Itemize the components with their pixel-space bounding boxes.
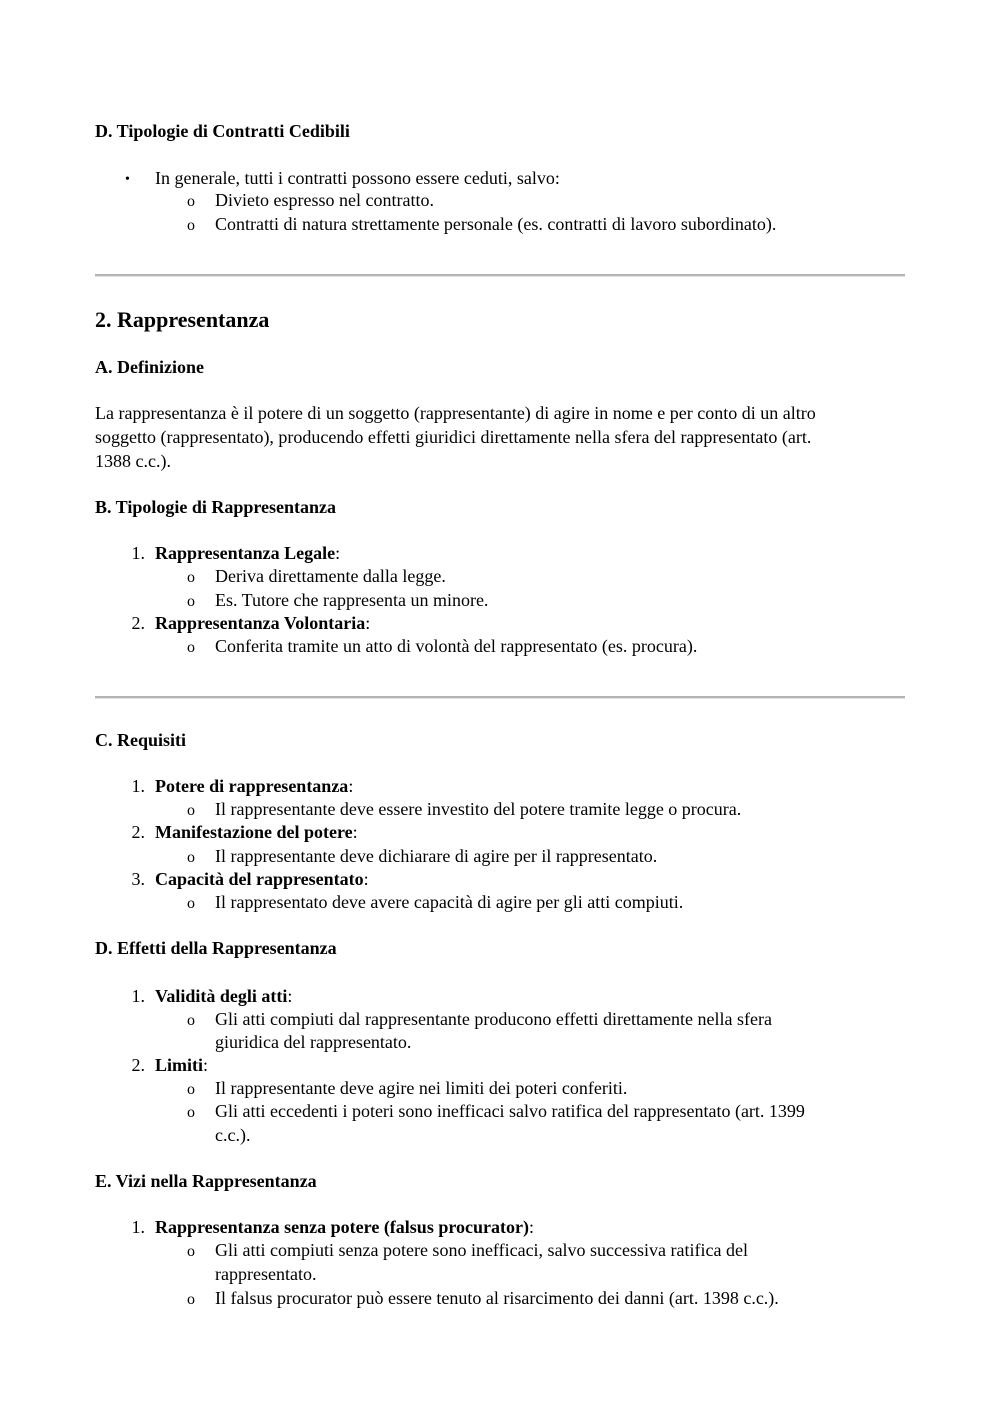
sub-bullet-marker: o — [187, 639, 195, 656]
list-item-title: Rappresentanza senza potere (falsus procurator) — [155, 1217, 529, 1237]
horizontal-rule — [95, 274, 905, 277]
sub-bullet-marker: o — [187, 1012, 195, 1029]
sub-bullet-marker: o — [187, 1291, 195, 1308]
list-item — [155, 775, 353, 798]
sub-list-item: Gli atti compiuti dal rappresentante producono effetti direttamente nella sfera — [215, 1009, 772, 1029]
colon: : — [352, 822, 358, 842]
colon: : — [528, 1217, 534, 1237]
sub-bullet-marker: o — [187, 802, 195, 819]
list-item — [155, 868, 369, 891]
sub-list-item: Gli atti compiuti senza potere sono inefficaci, salvo successiva ratifica del — [215, 1240, 748, 1260]
section-heading: D. Effetti della Rappresentanza — [95, 938, 337, 958]
sub-bullet-marker: o — [187, 569, 195, 586]
list-item — [155, 1216, 534, 1239]
colon: : — [348, 776, 354, 796]
list-item: In generale, tutti i contratti possono essere ceduti, salvo: — [155, 168, 560, 188]
sub-bullet-marker: o — [187, 217, 195, 234]
paragraph-line: 1388 c.c.). — [95, 451, 171, 471]
sub-list-item: Il rappresentante deve agire nei limiti dei poteri conferiti. — [215, 1078, 628, 1098]
sub-bullet-marker: o — [187, 193, 195, 210]
colon: : — [365, 613, 371, 633]
horizontal-rule — [95, 696, 905, 699]
sub-list-item-continuation: rappresentato. — [215, 1264, 317, 1284]
sub-list-item: Il rappresentato deve avere capacità di agire per gli atti compiuti. — [215, 892, 684, 912]
list-number: 2. — [131, 613, 145, 633]
sub-list-item: Es. Tutore che rappresenta un minore. — [215, 590, 489, 610]
sub-list-item: Gli atti eccedenti i poteri sono inefficaci salvo ratifica del rappresentato (art. 1399 — [215, 1101, 805, 1121]
list-item-title: Validità degli atti — [155, 986, 288, 1006]
sub-list-item: Il rappresentante deve essere investito del potere tramite legge o procura. — [215, 799, 742, 819]
sub-bullet-marker: o — [187, 849, 195, 866]
list-item-title: Capacità del rappresentato — [155, 869, 364, 889]
list-number: 1. — [131, 543, 145, 563]
sub-bullet-marker: o — [187, 1243, 195, 1260]
list-item — [155, 821, 358, 844]
paragraph-line: soggetto (rappresentato), producendo effetti giuridici direttamente nella sfera del rappresentato (art. — [95, 427, 812, 447]
sub-bullet-marker: o — [187, 1104, 195, 1121]
list-item-title: Limiti — [155, 1055, 203, 1075]
list-item — [155, 1054, 208, 1077]
colon: : — [203, 1055, 209, 1075]
list-item-title: Rappresentanza Legale — [155, 543, 336, 563]
list-number: 1. — [131, 986, 145, 1006]
bullet-marker: • — [125, 172, 130, 187]
list-item — [155, 985, 292, 1008]
sub-bullet-marker: o — [187, 895, 195, 912]
section-heading: A. Definizione — [95, 357, 204, 377]
section-heading: E. Vizi nella Rappresentanza — [95, 1171, 317, 1191]
sub-list-item: Deriva direttamente dalla legge. — [215, 566, 446, 586]
sub-bullet-marker: o — [187, 593, 195, 610]
paragraph-line: La rappresentanza è il potere di un soggetto (rappresentante) di agire in nome e per conto di un altro — [95, 403, 816, 423]
section-heading: D. Tipologie di Contratti Cedibili — [95, 121, 350, 141]
section-title: 2. Rappresentanza — [95, 307, 270, 332]
list-number: 2. — [131, 822, 145, 842]
colon: : — [335, 543, 341, 563]
list-item-title: Rappresentanza Volontaria — [155, 613, 366, 633]
section-heading: C. Requisiti — [95, 730, 187, 750]
colon: : — [363, 869, 369, 889]
list-number: 1. — [131, 1217, 145, 1237]
sub-list-item: Divieto espresso nel contratto. — [215, 190, 434, 210]
list-number: 2. — [131, 1055, 145, 1075]
sub-list-item: Il rappresentante deve dichiarare di agire per il rappresentato. — [215, 846, 658, 866]
colon: : — [287, 986, 293, 1006]
sub-list-item: Contratti di natura strettamente personale (es. contratti di lavoro subordinato). — [215, 214, 777, 234]
list-number: 1. — [131, 776, 145, 796]
sub-list-item-continuation: giuridica del rappresentato. — [215, 1032, 412, 1052]
list-item — [155, 542, 340, 565]
list-item-title: Manifestazione del potere — [155, 822, 353, 842]
list-item — [155, 612, 370, 635]
sub-bullet-marker: o — [187, 1081, 195, 1098]
sub-list-item: Conferita tramite un atto di volontà del rappresentato (es. procura). — [215, 636, 698, 656]
sub-list-item-continuation: c.c.). — [215, 1125, 251, 1145]
section-heading: B. Tipologie di Rappresentanza — [95, 497, 337, 517]
list-number: 3. — [131, 869, 145, 889]
list-item-title: Potere di rappresentanza — [155, 776, 349, 796]
sub-list-item: Il falsus procurator può essere tenuto al risarcimento dei danni (art. 1398 c.c.). — [215, 1288, 779, 1308]
